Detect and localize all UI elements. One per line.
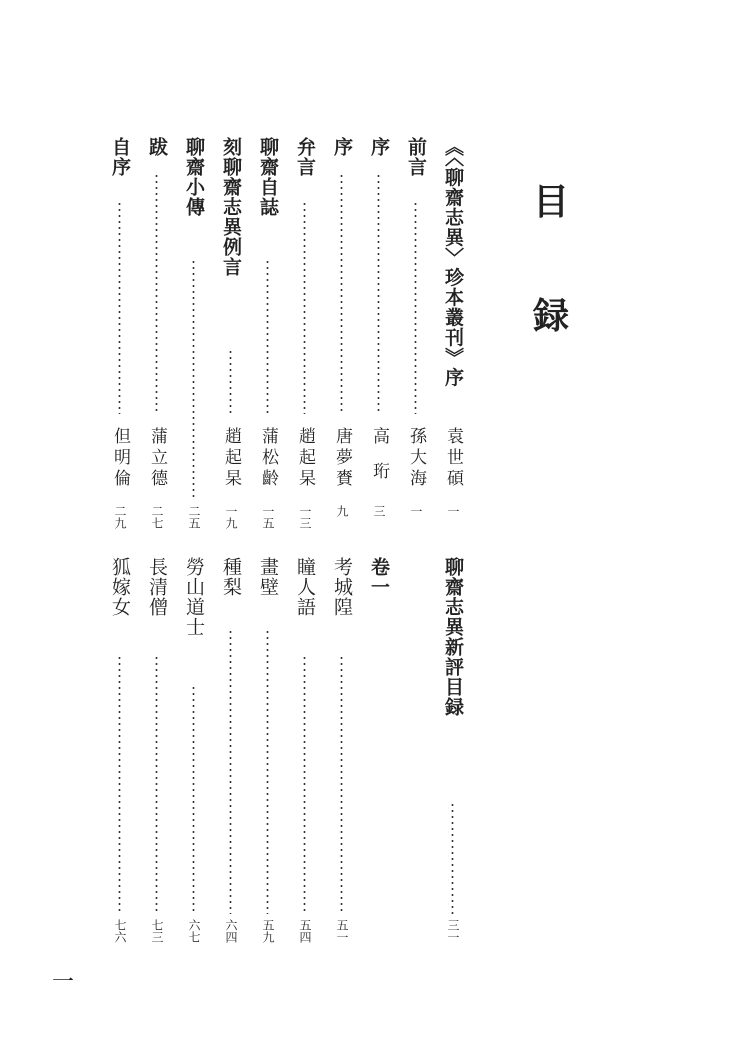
entry-label: 弁言 (294, 137, 316, 177)
dot-leader (192, 259, 195, 500)
dot-leader (451, 802, 454, 914)
toc-entry-preface-tang[interactable] (327, 137, 357, 522)
entry-page: 二五 (187, 505, 201, 529)
toc-entry-xinping-mulu[interactable] (438, 557, 468, 942)
entry-page: 五四 (298, 919, 312, 943)
toc-entry-changqingseng[interactable] (142, 557, 172, 942)
toc-entry-foreword[interactable] (401, 137, 431, 522)
toc-entry-tongrenyu[interactable] (290, 557, 320, 942)
entry-page: 一五 (261, 505, 275, 529)
entry-label: 聊齋小傳 (183, 137, 205, 217)
dot-leader (118, 201, 121, 414)
toc-entry-liyan[interactable] (216, 137, 246, 529)
toc-entry-kaochenghuang[interactable] (327, 557, 357, 942)
toc-entry-huabi[interactable] (253, 557, 283, 942)
entry-author: 蒲松齡 (258, 427, 278, 490)
volume-heading: 卷一 (368, 557, 390, 597)
entry-label: 序 (368, 137, 390, 157)
entry-label: 種梨 (220, 557, 242, 597)
entry-label: 狐嫁女 (109, 557, 131, 617)
entry-label: 聊齋志異新評目録 (442, 557, 464, 717)
dot-leader (266, 259, 269, 414)
toc-entry-ba[interactable] (142, 137, 172, 529)
dot-leader (192, 685, 195, 914)
entry-page: 五九 (261, 919, 275, 943)
title-char-2: 録 (532, 296, 569, 337)
entry-author: 蒲立德 (147, 427, 167, 490)
entry-page: 五一 (335, 919, 349, 943)
entry-author: 孫大海 (406, 427, 426, 490)
dot-leader (340, 655, 343, 914)
entry-label: 畫壁 (257, 557, 279, 597)
dot-leader (229, 349, 232, 414)
entry-label: 《〈聊齋志異〉珍本叢刊》序 (442, 137, 464, 388)
toc-entry-zizhi[interactable] (253, 137, 283, 529)
entry-page: 六七 (187, 919, 201, 943)
entry-page: 一 (446, 505, 460, 517)
entry-page: 六四 (224, 919, 238, 943)
entry-label: 聊齋自誌 (257, 137, 279, 217)
entry-label: 考城隍 (331, 557, 353, 617)
entry-label: 勞山道士 (183, 557, 205, 637)
toc-entry-preface-series[interactable] (438, 137, 468, 522)
toc-entry-hujianu[interactable] (105, 557, 135, 942)
entry-page: 一三 (298, 505, 312, 529)
toc-entry-zhongli[interactable] (216, 557, 246, 942)
dot-leader (229, 629, 232, 914)
dot-leader (414, 201, 417, 414)
toc-entry-xiaozhuan[interactable] (179, 137, 209, 529)
entry-label: 跋 (146, 137, 168, 157)
entry-author: 趙起杲 (295, 427, 315, 490)
entry-author: 但明倫 (110, 427, 130, 490)
entry-page: 一 (409, 505, 423, 517)
entry-label: 瞳人語 (294, 557, 316, 617)
dot-leader (377, 173, 380, 414)
entry-page: 一九 (224, 505, 238, 529)
entry-page: 七六 (113, 919, 127, 943)
page-number: 一 (52, 970, 75, 995)
entry-label: 長清僧 (146, 557, 168, 617)
entry-page: 九 (335, 505, 349, 517)
dot-leader (303, 655, 306, 914)
entry-page: 二七 (150, 505, 164, 529)
entry-author: 唐夢賚 (332, 427, 352, 490)
dot-leader (155, 173, 158, 414)
entry-label: 自序 (109, 137, 131, 177)
toc-entry-bianyan[interactable] (290, 137, 320, 529)
entry-page: 二九 (113, 505, 127, 529)
entry-author: 高珩 (369, 427, 389, 497)
title-char-1: 目 (532, 182, 569, 223)
entry-author: 趙起杲 (221, 427, 241, 490)
entry-page: 三 (372, 505, 386, 517)
dot-leader (118, 655, 121, 914)
dot-leader (340, 173, 343, 414)
entry-author: 袁世碩 (443, 427, 463, 490)
entry-label: 刻聊齋志異例言 (220, 137, 242, 277)
dot-leader (303, 201, 306, 414)
toc-title (520, 182, 582, 337)
toc-entry-preface-gaoheng[interactable] (364, 137, 394, 522)
toc-entry-zixu[interactable] (105, 137, 135, 529)
dot-leader (155, 655, 158, 914)
entry-page: 七三 (150, 919, 164, 943)
toc-entry-laoshandaoshi[interactable] (179, 557, 209, 942)
entry-page: 三一 (446, 919, 460, 943)
entry-label: 序 (331, 137, 353, 157)
dot-leader (266, 629, 269, 914)
entry-label: 前言 (405, 137, 427, 177)
